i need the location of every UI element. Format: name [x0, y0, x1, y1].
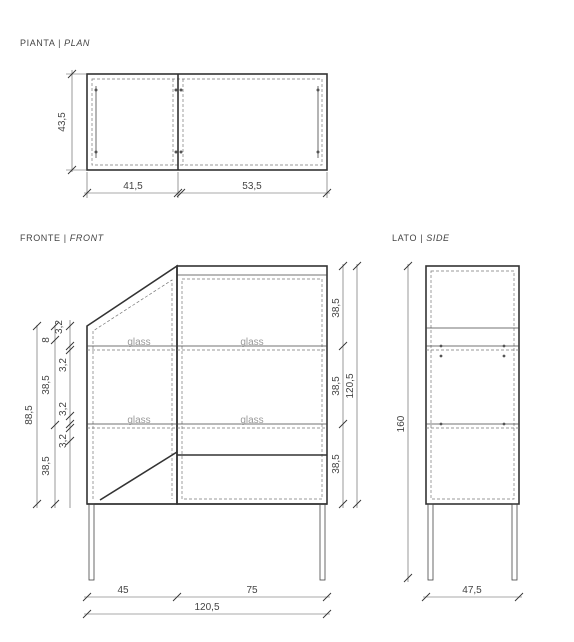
plan-pin	[317, 89, 320, 92]
front-right-inner	[182, 279, 322, 499]
front-title-it: FRONTE	[20, 233, 61, 243]
plan-title-it: PIANTA	[20, 38, 55, 48]
front-left-inner	[93, 280, 172, 499]
side-inner-outline	[431, 271, 514, 499]
front-left-shelf-a: 3,2	[58, 358, 69, 372]
front-leg-right	[320, 504, 325, 580]
front-left-shelf-c: 3,2	[58, 434, 69, 448]
front-right-total: 120,5	[345, 373, 356, 399]
side-title-it: LATO	[392, 233, 418, 243]
side-title-sep: |	[420, 233, 424, 243]
side-leg-left	[428, 504, 433, 580]
plan-depth-label: 43,5	[57, 112, 68, 132]
front-bottom-left-label: 45	[117, 585, 129, 596]
side-title-en: SIDE	[426, 233, 450, 243]
front-left-shelf-b: 3,2	[58, 402, 69, 416]
front-total-width-label: 120,5	[194, 602, 220, 613]
glass-label: glass	[127, 337, 151, 348]
side-pin	[440, 423, 443, 426]
plan-pin	[180, 89, 183, 92]
front-right-mid: 38,5	[331, 376, 342, 396]
plan-right-width-label: 53,5	[242, 181, 262, 192]
front-left-cabinet	[87, 266, 177, 504]
front-left-outer-height: 88,5	[24, 405, 35, 425]
front-leg-left	[89, 504, 94, 580]
plan-title-en: PLAN	[64, 38, 91, 48]
front-left-slope: 3,2	[54, 320, 65, 334]
plan-pin	[95, 151, 98, 154]
side-pin	[440, 355, 443, 358]
side-outline	[426, 266, 519, 504]
side-leg-right	[512, 504, 517, 580]
front-left-mid: 38,5	[41, 375, 52, 395]
front-title-sep: |	[63, 233, 67, 243]
plan-title-sep: |	[58, 38, 62, 48]
plan-pin	[95, 89, 98, 92]
side-pin	[503, 345, 506, 348]
plan-pin	[180, 151, 183, 154]
plan-pin	[175, 89, 178, 92]
glass-label: glass	[127, 415, 151, 426]
front-diagonal-brace	[100, 452, 177, 500]
plan-view	[57, 70, 331, 198]
side-width-label: 47,5	[462, 585, 482, 596]
front-view	[24, 262, 361, 618]
plan-pin	[317, 151, 320, 154]
plan-left-width-label: 41,5	[123, 181, 143, 192]
plan-inner-outline	[92, 79, 322, 165]
plan-outline	[87, 74, 327, 170]
front-title-en: FRONT	[69, 233, 104, 243]
front-left-top: 8	[41, 337, 52, 343]
side-view	[396, 262, 523, 601]
glass-label: glass	[240, 337, 264, 348]
glass-label: glass	[240, 415, 264, 426]
side-pin	[440, 345, 443, 348]
side-height-label: 160	[396, 415, 407, 433]
front-right-cabinet	[177, 266, 327, 504]
front-bottom-right-label: 75	[246, 585, 258, 596]
front-right-top: 38,5	[331, 298, 342, 318]
front-left-bottom: 38,5	[41, 456, 52, 476]
plan-pin	[175, 151, 178, 154]
side-pin	[503, 423, 506, 426]
front-right-bottom: 38,5	[331, 454, 342, 474]
side-pin	[503, 355, 506, 358]
